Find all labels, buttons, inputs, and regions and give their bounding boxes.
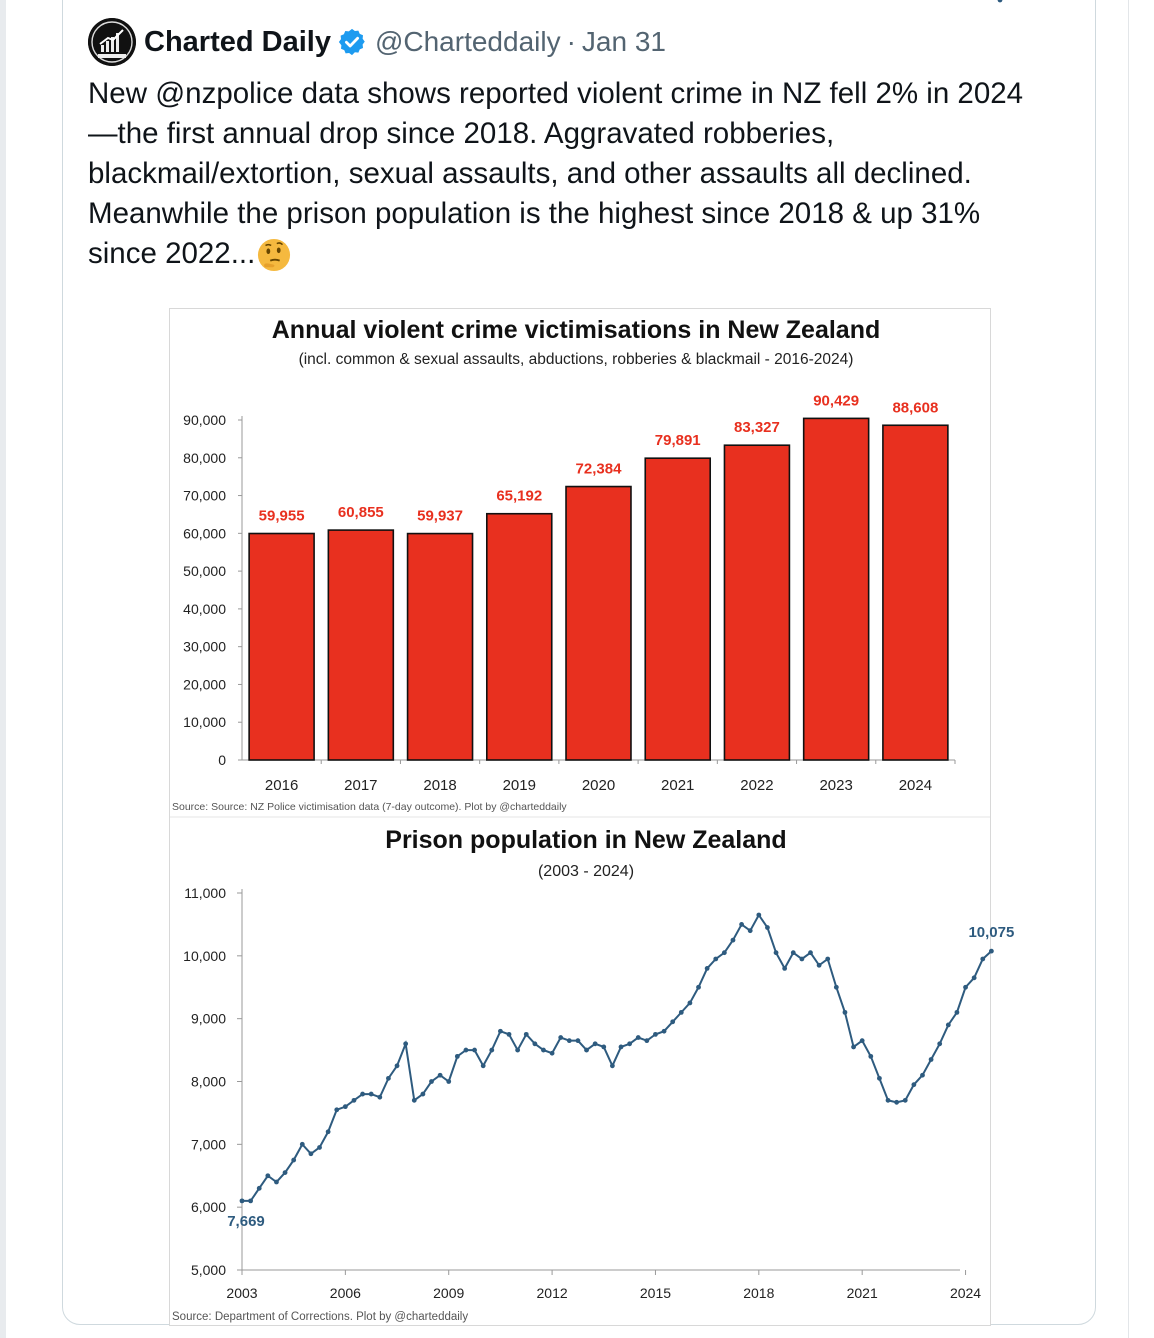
bar [249,534,314,760]
line-point [464,1048,469,1053]
line-point [489,1048,494,1053]
line-point [903,1098,908,1103]
tweet-text-line: —the first annual drop since 2018. Aggravated robberies, [88,117,835,150]
line-x-tick-label: 2012 [536,1285,568,1301]
line-point [877,1076,882,1081]
bar [328,530,393,760]
bar-x-tick-label: 2022 [740,777,774,794]
bar-y-tick-label: 0 [218,752,226,768]
line-point [756,913,761,918]
line-point [998,0,1003,2]
line-x-tick-label: 2018 [743,1285,775,1301]
line-x-tick-label: 2009 [433,1285,465,1301]
author-handle[interactable]: @Charteddaily [374,26,561,57]
bar-y-tick-label: 10,000 [183,714,226,731]
line-point [774,950,779,955]
tweet-date[interactable]: Jan 31 [581,26,666,57]
line-point [868,1054,873,1059]
bar-y-tick-label: 70,000 [183,487,226,504]
line-point [834,985,839,990]
line-point [817,963,822,968]
line-chart-title: Prison population in New Zealand [385,826,787,854]
bar [804,418,869,760]
bar-data-label: 65,192 [496,487,543,505]
line-point [360,1092,365,1097]
line-point [713,957,718,962]
line-point [886,1098,891,1103]
last-point-label: 10,075 [968,924,1015,942]
bar [883,425,948,760]
line-x-tick-label: 2003 [226,1285,258,1301]
line-point [481,1063,486,1068]
bar-y-tick-label: 90,000 [183,412,226,428]
line-point [507,1032,512,1037]
line-point [343,1104,348,1109]
line-point [619,1045,624,1050]
bar-x-tick-label: 2021 [661,777,695,794]
bar-data-label: 79,891 [654,432,701,450]
bar-y-tick-label: 80,000 [183,449,226,466]
line-point [748,928,753,933]
line-point [722,950,727,955]
line-point [653,1032,658,1037]
line-point [541,1048,546,1053]
bar [566,487,631,760]
line-point [670,1019,675,1024]
line-point [283,1170,288,1175]
line-x-tick-label: 2006 [329,1285,361,1301]
prison-population-line [242,915,991,1201]
line-x-tick-label: 2015 [639,1285,672,1301]
bar-x-tick-label: 2018 [423,777,457,794]
line-point [257,1186,262,1191]
line-chart-subtitle: (2003 - 2024) [537,863,635,880]
line-point [352,1098,357,1103]
line-y-tick-label: 9,000 [190,1010,226,1027]
line-point [300,1142,305,1147]
line-point [403,1041,408,1046]
line-point [317,1145,322,1150]
bar-x-tick-label: 2023 [819,777,853,794]
line-point [601,1045,606,1050]
line-point [972,975,977,980]
line-point [705,966,710,971]
bar-x-tick-label: 2019 [502,777,536,794]
line-point [309,1151,314,1156]
bar-chart-source: Source: Source: NZ Police victimisation data (7-day outcome). Plot by @charteddaily [172,801,567,813]
line-point [291,1158,296,1163]
line-point [429,1079,434,1084]
line-point [274,1180,279,1185]
line-chart-source: Source: Department of Corrections. Plot by @charteddaily [172,1311,469,1323]
line-point [636,1035,641,1040]
line-y-tick-label: 5,000 [190,1262,226,1278]
line-point [929,1057,934,1062]
line-point [377,1095,382,1100]
line-point [326,1129,331,1134]
line-point [593,1041,598,1046]
line-point [644,1038,649,1043]
line-y-tick-label: 6,000 [190,1199,226,1216]
line-point [472,1048,477,1053]
line-y-tick-label: 11,000 [184,885,226,901]
line-point [739,922,744,927]
bar [724,445,789,760]
line-point [894,1100,899,1105]
bar-x-tick-label: 2017 [344,777,378,794]
line-point [567,1038,572,1043]
line-point [679,1010,684,1015]
tweet-text-line: New @nzpolice data shows reported violent crime in NZ fell 2% in 2024 [88,77,1024,110]
bar-data-label: 59,937 [417,507,464,525]
line-point [248,1198,253,1203]
line-point [843,1010,848,1015]
line-point [584,1048,589,1053]
bar-x-tick-label: 2024 [898,777,933,794]
line-point [731,938,736,943]
line-point [369,1092,374,1097]
line-x-tick-label: 2021 [846,1285,878,1301]
line-point [825,957,830,962]
line-point [395,1063,400,1068]
line-point [791,950,796,955]
bar-data-label: 83,327 [733,419,780,437]
line-point [550,1051,555,1056]
line-point [412,1098,417,1103]
line-point [688,1001,693,1006]
line-point [446,1079,451,1084]
line-point [610,1063,615,1068]
separator-dot: · [566,26,576,57]
line-point [696,985,701,990]
line-point [860,1038,865,1043]
bar-chart-title: Annual violent crime victimisations in New Zealand [271,316,881,344]
bar-y-tick-label: 40,000 [183,600,226,617]
bar-data-label: 90,429 [813,392,860,410]
bar-y-tick-label: 20,000 [183,676,226,693]
bar-data-label: 72,384 [575,460,622,478]
line-point [576,1038,581,1043]
line-y-tick-label: 8,000 [190,1073,226,1090]
line-point [946,1023,951,1028]
line-point [955,1010,960,1015]
line-y-tick-label: 10,000 [183,947,226,964]
bar-y-tick-label: 30,000 [183,638,226,655]
line-x-tick-label: 2024 [949,1285,982,1301]
bar-y-tick-label: 60,000 [183,525,226,542]
min-point-label: 7,669 [227,1212,265,1230]
bar-data-label: 59,955 [258,507,305,525]
line-point [558,1035,563,1040]
line-point [963,985,968,990]
line-point [532,1041,537,1046]
tweet-text-line: Meanwhile the prison population is the highest since 2018 & up 31% [88,197,981,230]
line-point [808,950,813,955]
bar-y-tick-label: 50,000 [183,563,226,580]
line-point [662,1029,667,1034]
bar [408,534,473,760]
bar-data-label: 60,855 [337,504,384,522]
line-point [498,1029,503,1034]
line-point [937,1041,942,1046]
tweet-text-ending: since 2022... [88,237,256,270]
line-point [765,925,770,930]
line-point [782,966,787,971]
line-point [627,1041,632,1046]
line-point [515,1048,520,1053]
line-point [265,1173,270,1178]
line-point [980,957,985,962]
bar-data-label: 88,608 [892,399,939,417]
line-point [438,1073,443,1078]
bar-chart-subtitle: (incl. common & sexual assaults, abductions, robberies & blackmail - 2016-2024) [298,351,854,368]
line-point [240,1198,245,1203]
author-name[interactable]: Charted Daily [144,25,331,58]
line-point [420,1092,425,1097]
line-point [989,949,994,954]
bar-x-tick-label: 2016 [264,777,299,794]
bar [645,458,710,760]
bar-chart-plot [183,392,955,794]
line-y-tick-label: 7,000 [190,1136,226,1153]
bar-x-tick-label: 2020 [581,777,616,794]
bar [487,514,552,760]
line-point [455,1054,460,1059]
line-point [334,1107,339,1112]
line-point [920,1073,925,1078]
line-point [524,1032,529,1037]
line-point [386,1076,391,1081]
line-point [851,1045,856,1050]
tweet-text-line: blackmail/extortion, sexual assaults, and other assaults all declined. [88,157,972,190]
line-point [911,1082,916,1087]
line-point [799,957,804,962]
